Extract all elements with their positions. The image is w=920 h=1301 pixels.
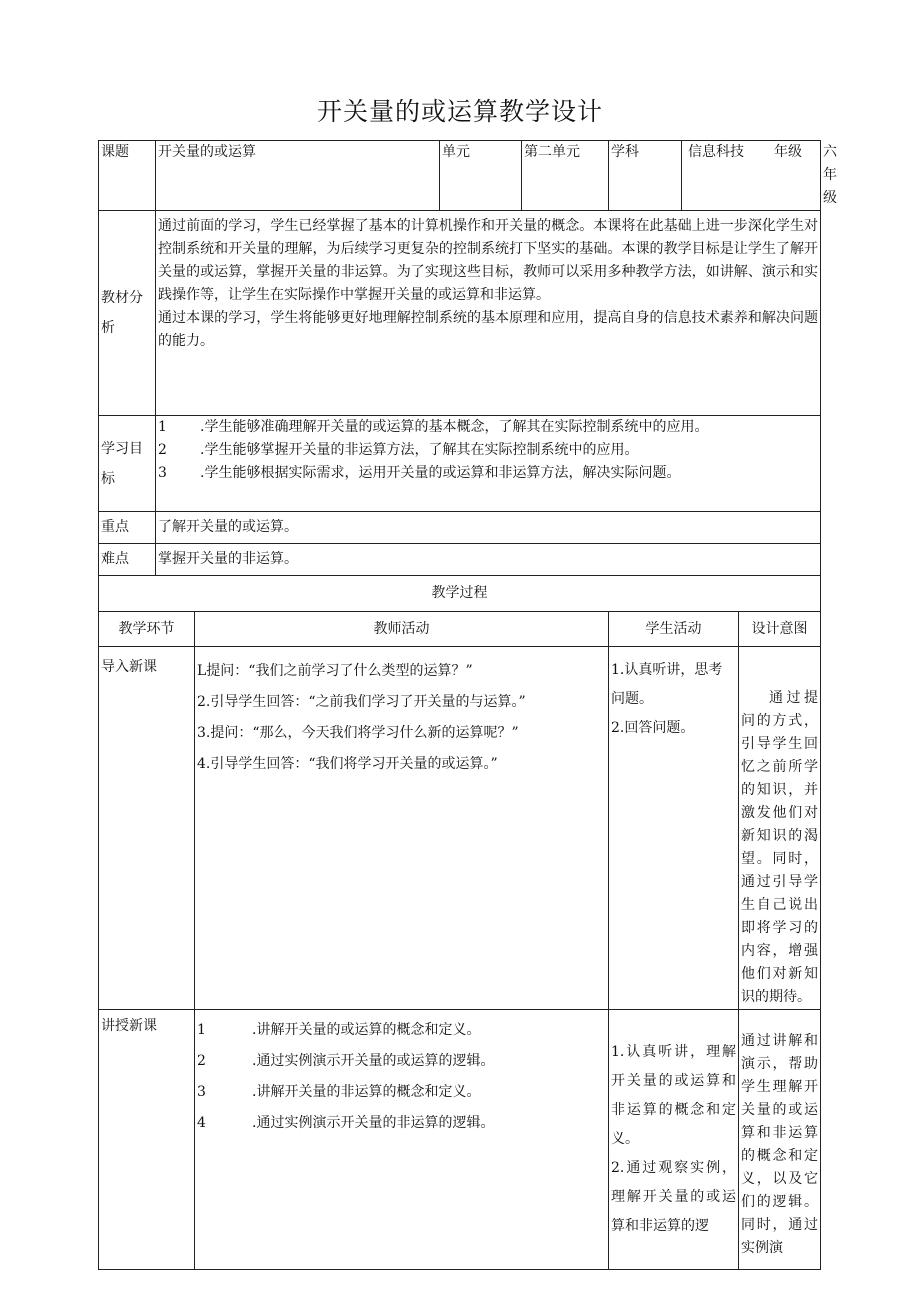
unit-label: 单元 (440, 141, 522, 211)
process-columns-row (99, 612, 821, 647)
subject-value: 信息科技 (688, 144, 745, 160)
step-number: 2 (197, 1053, 206, 1069)
step-text: .讲解开关量的或运算的概念和定义。 (252, 1022, 481, 1038)
analysis-content (156, 211, 821, 416)
key-point-value: 了解开关量的或运算。 (156, 512, 821, 544)
stage-name: 导入新课 (99, 647, 195, 1010)
teacher-step: 2.引导学生回答：“之前我们学习了开关量的与运算。” (197, 694, 526, 710)
teacher-step: L提问：“我们之前学习了什么类型的运算？” (197, 663, 473, 679)
goal-number: 3 (158, 465, 167, 481)
analysis-paragraph-1: 通过前面的学习，学生已经掌握了基本的计算机操作和开关量的概念。本课将在此基础上进一步深化学生对控制系统和开关量的理解，为后续学习更复杂的控制系统打下坚实的基础。本课的教学目标是让学生了解开关量的或运算，掌握开关量的非运算。为了实现这些目标，教师可以采用多种教学方法，如讲解、演示和实践操作等，让学生在实际操作中掌握开关量的或运算和非运算。 (158, 218, 819, 303)
difficulty-value: 掌握开关量的非运算。 (156, 544, 821, 576)
design-intent: 通过提问的方式，引导学生回忆之前所学的知识，并激发他们对新知识的渴望。同时，通过引导学生自己说出即将学习的内容，增强他们对新知识的期待。 (739, 647, 821, 1010)
student-activity (609, 647, 739, 1010)
analysis-row (99, 211, 821, 416)
column-intent: 设计意图 (739, 612, 821, 647)
goal-text: .学生能够掌握开关量的非运算方法，了解其在实际控制系统中的应用。 (200, 442, 639, 458)
difficulty-row (99, 544, 821, 576)
topic-value: 开关量的或运算 (156, 141, 440, 211)
step-number: 3 (197, 1084, 206, 1100)
design-intent: 通过讲解和演示，帮助学生理解开关量的或运算和非运算的概念和定义，以及它们的逻辑。同时，通过实例演 (739, 1010, 821, 1270)
goal-number: 1 (158, 419, 167, 435)
column-student: 学生活动 (609, 612, 739, 647)
goals-row (99, 416, 821, 512)
teacher-activity (195, 1010, 609, 1270)
step-number: 4 (197, 1115, 206, 1131)
analysis-paragraph-2: 通过本课的学习，学生将能够更好地理解控制系统的基本原理和应用，提高自身的信息技术素养和解决问题的能力。 (158, 310, 819, 349)
info-row: 课题 开关量的或运算 单元 第二单元 学科 信息科技 年级 六年级 (99, 141, 821, 211)
teacher-step: 4.引导学生回答：“我们将学习开关量的或运算。” (197, 756, 498, 772)
student-activity (609, 1010, 739, 1270)
subject-grade-cell (682, 141, 821, 211)
goal-text: .学生能够根据实际需求，运用开关量的或运算和非运算方法，解决实际问题。 (200, 465, 681, 481)
topic-label: 课题 (99, 141, 156, 211)
lesson-plan-table (98, 140, 838, 1270)
step-text: .通过实例演示开关量的或运算的逻辑。 (252, 1053, 495, 1069)
teacher-step (197, 1077, 606, 1108)
difficulty-label: 难点 (99, 544, 156, 576)
stage-row (99, 1010, 821, 1270)
process-header: 教学过程 (99, 576, 821, 612)
teacher-activity (195, 647, 609, 1010)
page-title: 开关量的或运算教学设计 (316, 97, 603, 126)
subject-label: 学科 (609, 141, 682, 211)
column-teacher: 教师活动 (195, 612, 609, 647)
column-stage: 教学环节 (99, 612, 195, 647)
stage-row (99, 647, 821, 1010)
step-text: .讲解开关量的非运算的概念和定义。 (252, 1084, 481, 1100)
unit-value: 第二单元 (522, 141, 609, 211)
student-step: 1.认真听讲，思考问题。 (611, 662, 723, 707)
process-header-row (99, 576, 821, 612)
student-step: 2.通过观察实例，理解开关量的或运算和非运算的逻 (611, 1160, 737, 1234)
goal-item (158, 462, 818, 485)
goal-item (158, 416, 818, 439)
key-point-row (99, 512, 821, 544)
key-point-label: 重点 (99, 512, 156, 544)
teacher-step (197, 1108, 606, 1139)
step-text: .通过实例演示开关量的非运算的逻辑。 (252, 1115, 495, 1131)
goal-item (158, 439, 818, 462)
teacher-step: 3.提问：“那么，今天我们将学习什么新的运算呢？” (197, 725, 519, 741)
teacher-step (197, 1015, 606, 1046)
grade-label: 年级 (774, 144, 803, 160)
student-step: 2.回答问题。 (611, 720, 695, 736)
step-number: 1 (197, 1022, 206, 1038)
analysis-label: 教材分析 (99, 211, 156, 416)
goal-number: 2 (158, 442, 167, 458)
goal-text: .学生能够准确理解开关量的或运算的基本概念，了解其在实际控制系统中的应用。 (200, 419, 709, 435)
goals-content (156, 416, 821, 512)
student-step: 1.认真听讲，理解开关量的或运算和非运算的概念和定义。 (611, 1044, 737, 1147)
stage-name: 讲授新课 (99, 1010, 195, 1270)
teacher-step (197, 1046, 606, 1077)
goals-label: 学习目标 (99, 416, 156, 512)
